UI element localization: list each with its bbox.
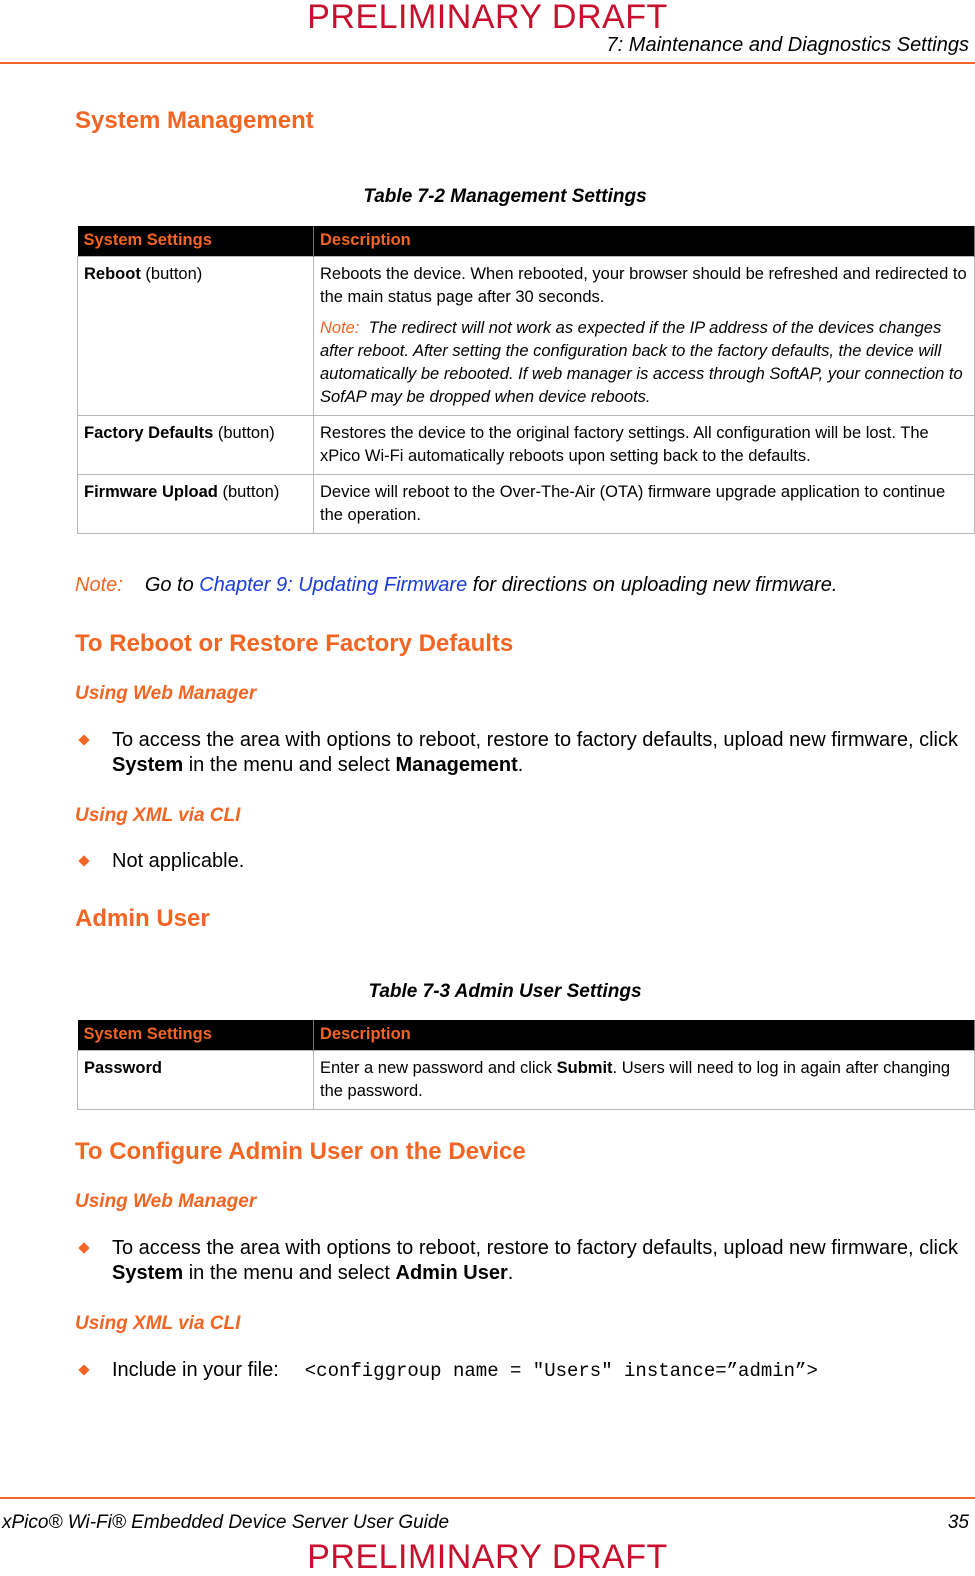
note-label: Note: [320,319,360,337]
setting-name: Reboot [84,265,141,283]
setting-description-cell: Device will reboot to the Over-The-Air (OTA) firmware upgrade application to continue the operation. [314,475,975,534]
subheading-web-manager: Using Web Manager [75,1191,257,1212]
setting-name-cell [78,1051,314,1110]
footer-guide-title: xPico® Wi-Fi® Embedded Device Server User Guide [2,1512,450,1533]
setting-name: Password [84,1059,162,1077]
management-settings-table [77,226,975,534]
cell-note [320,317,968,409]
section-heading-admin-user: Admin User [75,905,210,932]
bullet-label: Include in your file: [112,1359,279,1381]
header-chapter-title: 7: Maintenance and Diagnostics Settings [606,34,969,56]
setting-name-cell [78,475,314,534]
bullet-text-mid: in the menu and select [183,1262,396,1284]
bullet-text: Not applicable. [112,850,245,872]
table-row [78,416,975,475]
subheading-web-manager: Using Web Manager [75,683,257,704]
table-row [78,475,975,534]
bullet-item [80,1358,960,1384]
table-header-row [78,1020,975,1051]
header-rule [0,62,975,64]
setting-description-cell [314,257,975,416]
bullet-text [112,728,960,778]
note-text-post: for directions on uploading new firmware. [467,574,838,596]
subheading-xml-cli: Using XML via CLI [75,1313,241,1334]
table-row [78,1051,975,1110]
note-text-pre: Go to [144,574,200,596]
section-heading-configure-admin: To Configure Admin User on the Device [75,1138,526,1165]
column-header: Description [314,226,975,257]
bullet-diamond-icon [78,855,89,866]
bullet-bold-admin-user: Admin User [395,1262,508,1284]
bullet-diamond-icon [78,734,89,745]
firmware-note [75,574,837,597]
setting-description: Reboots the device. When rebooted, your browser should be refreshed and redirected to the main status page after 30 seconds. [320,265,967,306]
footer-rule [0,1497,975,1499]
bullet-text-post: . [507,1262,514,1284]
bullet-item [80,728,960,778]
column-header: System Settings [78,226,314,257]
xml-code-snippet: <configgroup name = "Users" instance=”admin”> [304,1360,818,1382]
setting-name: Factory Defaults [84,424,214,442]
section-heading-system-management: System Management [75,107,314,134]
desc-post: . Users will need to log in again after changing the password. [320,1059,951,1100]
bullet-bold-system: System [112,754,184,776]
subheading-xml-cli: Using XML via CLI [75,805,241,826]
chapter-9-link[interactable]: Chapter 9: Updating Firmware [199,574,468,596]
bullet-text [112,1236,960,1286]
bullet-bold-system: System [112,1262,184,1284]
table-caption: Table 7-3 Admin User Settings [368,981,642,1002]
table-caption: Table 7-2 Management Settings [363,186,647,207]
note-text: The redirect will not work as expected if the IP address of the devices changes after reboot. After setting the configuration back to the factory defaults, the device will automatically be rebooted. If web manager is access through SoftAP, your connection to SofAP may be dropped when device reboots. [320,319,963,406]
setting-suffix: (button) [140,265,203,283]
setting-suffix: (button) [217,483,280,501]
setting-suffix: (button) [213,424,275,442]
watermark-top: PRELIMINARY DRAFT [307,0,668,36]
table-row [78,257,975,416]
setting-name: Firmware Upload [84,483,218,501]
bullet-item [80,1236,960,1286]
desc-bold-submit: Submit [556,1059,613,1077]
setting-description-cell [314,1051,975,1110]
bullet-item [80,849,960,874]
footer-page-number: 35 [947,1512,969,1533]
setting-name-cell [78,257,314,416]
note-label: Note: [75,574,123,596]
bullet-text-post: . [517,754,524,776]
bullet-diamond-icon [78,1364,89,1375]
bullet-diamond-icon [78,1242,89,1253]
bullet-text-pre: To access the area with options to reboot, restore to factory defaults, upload new firmware, click [112,1237,958,1259]
bullet-text-pre: To access the area with options to reboot, restore to factory defaults, upload new firmware, click [112,729,958,751]
table-header-row [78,226,975,257]
watermark-bottom: PRELIMINARY DRAFT [307,1538,668,1576]
bullet-bold-management: Management [395,754,518,776]
column-header: System Settings [78,1020,314,1051]
column-header: Description [314,1020,975,1051]
setting-description-cell: Restores the device to the original factory settings. All configuration will be lost. The xPico Wi-Fi automatically reboots upon setting back to the defaults. [314,416,975,475]
section-heading-reboot-restore: To Reboot or Restore Factory Defaults [75,630,514,657]
bullet-text [112,1358,960,1384]
desc-pre: Enter a new password and click [320,1059,557,1077]
bullet-text-mid: in the menu and select [183,754,396,776]
admin-user-settings-table [77,1020,975,1110]
setting-name-cell [78,416,314,475]
